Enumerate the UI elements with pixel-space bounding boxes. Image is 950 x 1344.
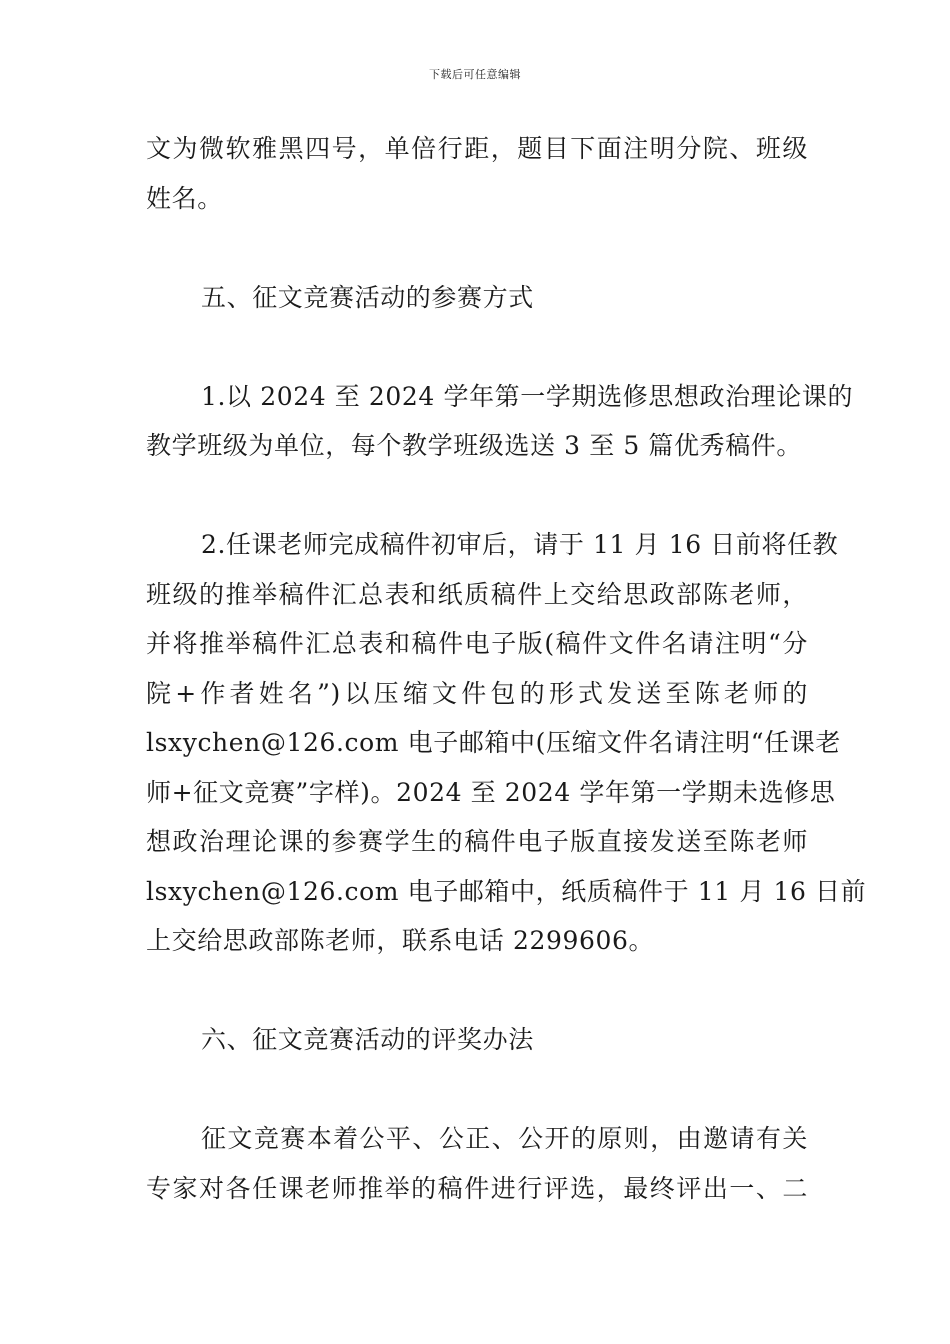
text-line: 文为微软雅黑四号，单倍行距，题目下面注明分院、班级 — [146, 134, 808, 163]
text-line: 上交给思政部陈老师，联系电话 2299606。 — [146, 926, 655, 955]
heading-text: 五、征文竞赛活动的参赛方式 — [201, 282, 534, 312]
paragraph-gap — [146, 322, 808, 372]
section-heading-5 — [146, 273, 808, 323]
paragraph-format-note — [146, 124, 808, 223]
paragraph-gap — [146, 1065, 808, 1115]
text-line: 班级的推举稿件汇总表和纸质稿件上交给思政部陈老师， — [146, 579, 808, 609]
text-line: 院+作者姓名”)以压缩文件包的形式发送至陈老师的 — [146, 678, 808, 708]
text-line: 专家对各任课老师推举的稿件进行评选，最终评出一、二 — [146, 1173, 808, 1203]
section-heading-6 — [146, 1015, 808, 1065]
text-line: 1.以 2024 至 2024 学年第一学期选修思想政治理论课的 — [201, 381, 854, 411]
paragraph-gap — [146, 966, 808, 1016]
document-body — [146, 124, 867, 1213]
text-line: lsxychen@126.com 电子邮箱中，纸质稿件于 11 月 16 日前 — [146, 876, 867, 906]
paragraph-item-2 — [146, 520, 867, 966]
heading-text: 六、征文竞赛活动的评奖办法 — [201, 1025, 534, 1054]
paragraph-item-1 — [146, 372, 854, 471]
text-line: 师+征文竞赛”字样)。2024 至 2024 学年第一学期未选修思 — [146, 777, 836, 807]
text-line: 征文竞赛本着公平、公正、公开的原则，由邀请有关 — [201, 1124, 808, 1153]
paragraph-gap — [146, 471, 808, 521]
paragraph-judging — [146, 1114, 808, 1213]
text-line: lsxychen@126.com 电子邮箱中(压缩文件名请注明“任课老 — [146, 728, 841, 757]
text-line: 姓名。 — [146, 183, 223, 213]
paragraph-gap — [146, 223, 808, 273]
text-line: 2.任课老师完成稿件初审后，请于 11 月 16 日前将任教 — [201, 530, 839, 559]
text-line: 想政治理论课的参赛学生的稿件电子版直接发送至陈老师 — [146, 827, 808, 856]
page-header: 下载后可任意编辑 — [429, 68, 521, 81]
text-line: 并将推举稿件汇总表和稿件电子版(稿件文件名请注明“分 — [146, 629, 808, 658]
text-line: 教学班级为单位，每个教学班级选送 3 至 5 篇优秀稿件。 — [146, 431, 803, 460]
